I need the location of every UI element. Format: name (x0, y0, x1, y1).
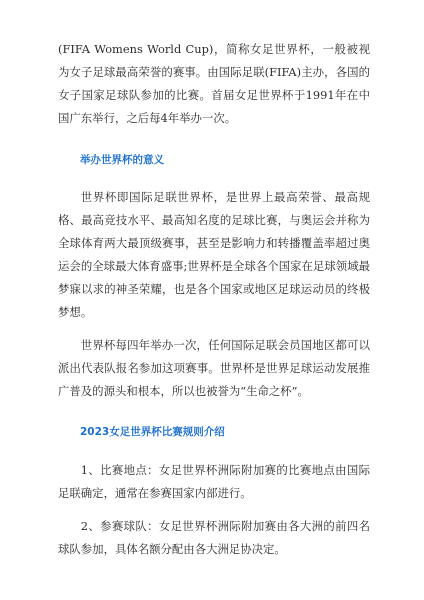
section-heading-rules: 2023女足世界杯比赛规则介绍 (80, 426, 225, 438)
rule-paragraph-venue: 1、比赛地点：女足世界杯洲际附加赛的比赛地点由国际足联确定，通常在参赛国家内部进行。 (58, 463, 370, 500)
section-heading-significance: 举办世界杯的意义 (80, 154, 164, 166)
significance-paragraph-1: 世界杯即国际足联世界杯，是世界上最高荣誉、最高规格、最高竞技水平、最高知名度的足球比赛，与奥运会并称为全球体育两大最顶级赛事，甚至是影响力和转播覆盖率超过奥运会的全球最大体育盛事;世界杯是全球各个国家在足球领域最梦寐以求的神圣荣耀，也是各个国家或地区足球运动员的终极梦想。 (58, 190, 370, 319)
rule-paragraph-teams: 2、参赛球队：女足世界杯洲际附加赛由各大洲的前四名球队参加，具体名额分配由各大洲足协决定。 (58, 519, 370, 556)
document-page (58, 38, 370, 561)
intro-paragraph: (FIFA Womens World Cup)，简称女足世界杯，一般被视为女子足球最高荣誉的赛事。由国际足联(FIFA)主办，各国的女子国家足球队参加的比赛。首届女足世界杯于1991年在中国广东举行，之后每4年举办一次。 (58, 42, 370, 125)
significance-paragraph-2: 世界杯每四年举办一次，任何国际足联会员国地区都可以派出代表队报名参加这项赛事。世界杯是世界足球运动发展推广普及的源头和根本，所以也被誉为“生命之杯”。 (58, 338, 370, 398)
